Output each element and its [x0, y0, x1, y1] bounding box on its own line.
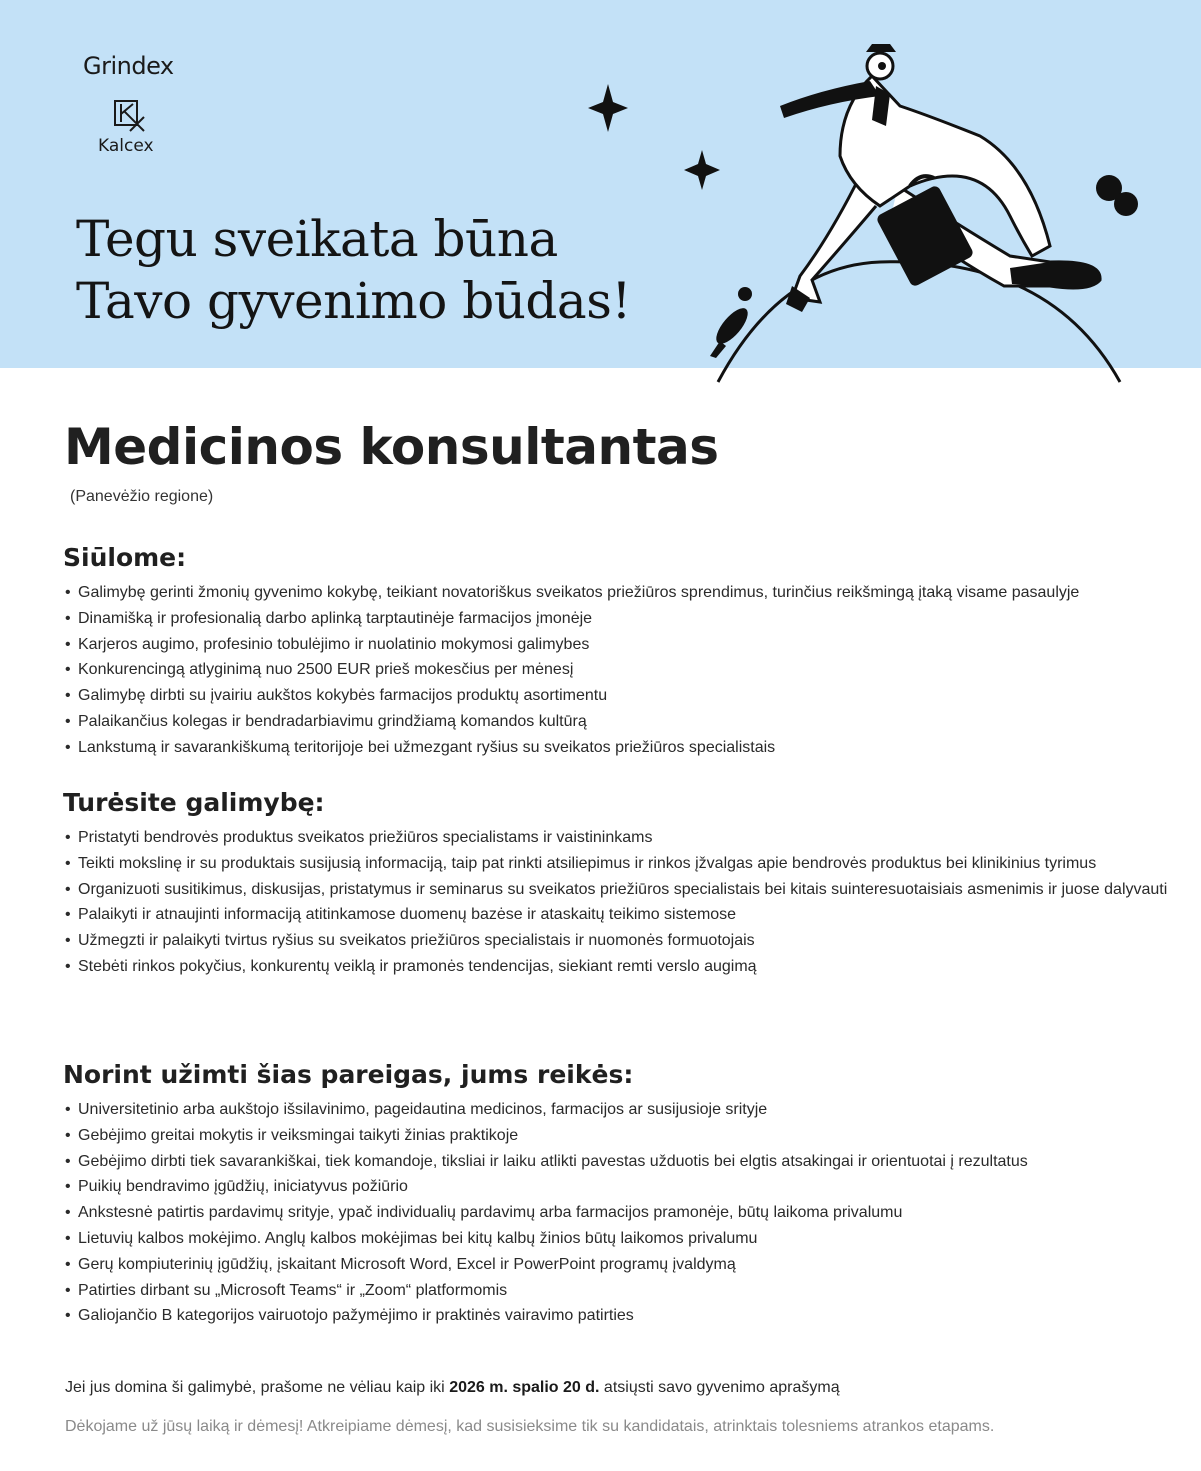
job-title: Medicinos konsultantas: [64, 418, 719, 476]
kalcex-wordmark: Kalcex: [98, 136, 154, 156]
requirements-list: [63, 1097, 1173, 1329]
list-item: • Universitetinio arba aukštojo išsilavinimo, pageidautina medicinos, farmacijos ar susijusioje srityje: [63, 1097, 1173, 1123]
offer-list: [63, 580, 1173, 761]
list-item: • Gebėjimo greitai mokytis ir veiksmingai taikyti žinias praktikoje: [63, 1123, 1173, 1149]
application-deadline: [65, 1379, 840, 1397]
list-item: • Lankstumą ir savarankiškumą teritorijoje bei užmezgant ryšius su sveikatos priežiūros specialistais: [63, 735, 1173, 761]
list-item: • Organizuoti susitikimus, diskusijas, pristatymus ir seminarus su sveikatos priežiūros specialistais bei kitais suinteresuotaisiais asmenimis ir juose dalyvauti: [63, 877, 1173, 903]
duties-section: [63, 788, 1173, 980]
list-item: • Galimybę gerinti žmonių gyvenimo kokybę, teikiant novatoriškus sveikatos priežiūros sprendimus, turinčius reikšmingą įtaką visame pasaulyje: [63, 580, 1173, 606]
list-item: • Konkurencingą atlyginimą nuo 2500 EUR prieš mokesčius per mėnesį: [63, 657, 1173, 683]
dog-icon: [710, 287, 753, 358]
grindex-logo: Grindex: [83, 52, 174, 80]
list-item: • Užmegzti ir palaikyti tvirtus ryšius su sveikatos priežiūros specialistais ir nuomonės formuotojais: [63, 928, 1173, 954]
list-item: • Galiojančio B kategorijos vairuotojo pažymėjimo ir praktinės vairavimo patirties: [63, 1303, 1173, 1329]
thanks-note: Dėkojame už jūsų laiką ir dėmesį! Atkreipiame dėmesį, kad susisieksime tik su kandidatais, atrinktais tolesniems atrankos etapams.: [65, 1418, 995, 1435]
runner-illustration: [580, 36, 1180, 392]
hero-headline: [76, 208, 631, 332]
list-item: • Dinamišką ir profesionalią darbo aplinką tarptautinėje farmacijos įmonėje: [63, 606, 1173, 632]
requirements-section: [63, 1060, 1173, 1329]
duties-list: [63, 825, 1173, 980]
deadline-date: 2026 m. spalio 20 d.: [449, 1379, 600, 1396]
job-region: (Panevėžio regione): [70, 488, 214, 505]
blob-icon: [1096, 175, 1138, 216]
duties-heading: Turėsite galimybę:: [63, 788, 325, 817]
kalcex-logo: [98, 100, 168, 160]
deadline-text-after: atsiųsti savo gyvenimo aprašymą: [599, 1379, 840, 1396]
kalcex-mark-icon: [114, 100, 146, 132]
list-item: • Ankstesnė patirtis pardavimų srityje, ypač individualių pardavimų arba farmacijos pramonėje, būtų laikoma privalumu: [63, 1200, 1173, 1226]
list-item: • Karjeros augimo, profesinio tobulėjimo ir nuolatinio mokymosi galimybes: [63, 632, 1173, 658]
hero-headline-line2: Tavo gyvenimo būdas!: [76, 272, 631, 330]
hero-headline-line1: Tegu sveikata būna: [76, 210, 558, 268]
sparkle-icon: [588, 84, 628, 132]
list-item: • Lietuvių kalbos mokėjimo. Anglų kalbos mokėjimas bei kitų kalbų žinios būtų laikomos privalumu: [63, 1226, 1173, 1252]
list-item: • Gerų kompiuterinių įgūdžių, įskaitant Microsoft Word, Excel ir PowerPoint programų įvaldymą: [63, 1252, 1173, 1278]
list-item: • Stebėti rinkos pokyčius, konkurentų veiklą ir pramonės tendencijas, siekiant remti verslo augimą: [63, 954, 1173, 980]
requirements-heading: Norint užimti šias pareigas, jums reikės:: [63, 1060, 634, 1089]
sparkle-icon: [684, 150, 720, 190]
deadline-text-before: Jei jus domina ši galimybė, prašome ne vėliau kaip iki: [65, 1379, 450, 1396]
list-item: • Gebėjimo dirbti tiek savarankiškai, tiek komandoje, tiksliai ir laiku atlikti pavestas užduotis bei elgtis atsakingai ir orientuotai į rezultatus: [63, 1149, 1173, 1175]
offer-section: [63, 543, 1173, 761]
list-item: • Teikti mokslinę ir su produktais susijusią informaciją, taip pat rinkti atsiliepimus ir rinkos įžvalgas apie bendrovės produktus bei klinikinius tyrimus: [63, 851, 1173, 877]
list-item: • Galimybę dirbti su įvairiu aukštos kokybės farmacijos produktų asortimentu: [63, 683, 1173, 709]
offer-heading: Siūlome:: [63, 543, 187, 572]
list-item: • Patirties dirbant su „Microsoft Teams“ ir „Zoom“ platformomis: [63, 1278, 1173, 1304]
list-item: • Palaikyti ir atnaujinti informaciją atitinkamose duomenų bazėse ir ataskaitų teikimo sistemose: [63, 902, 1173, 928]
list-item: • Puikių bendravimo įgūdžių, iniciatyvus požiūrio: [63, 1174, 1173, 1200]
list-item: • Palaikančius kolegas ir bendradarbiavimu grindžiamą komandos kultūrą: [63, 709, 1173, 735]
list-item: • Pristatyti bendrovės produktus sveikatos priežiūros specialistams ir vaistininkams: [63, 825, 1173, 851]
